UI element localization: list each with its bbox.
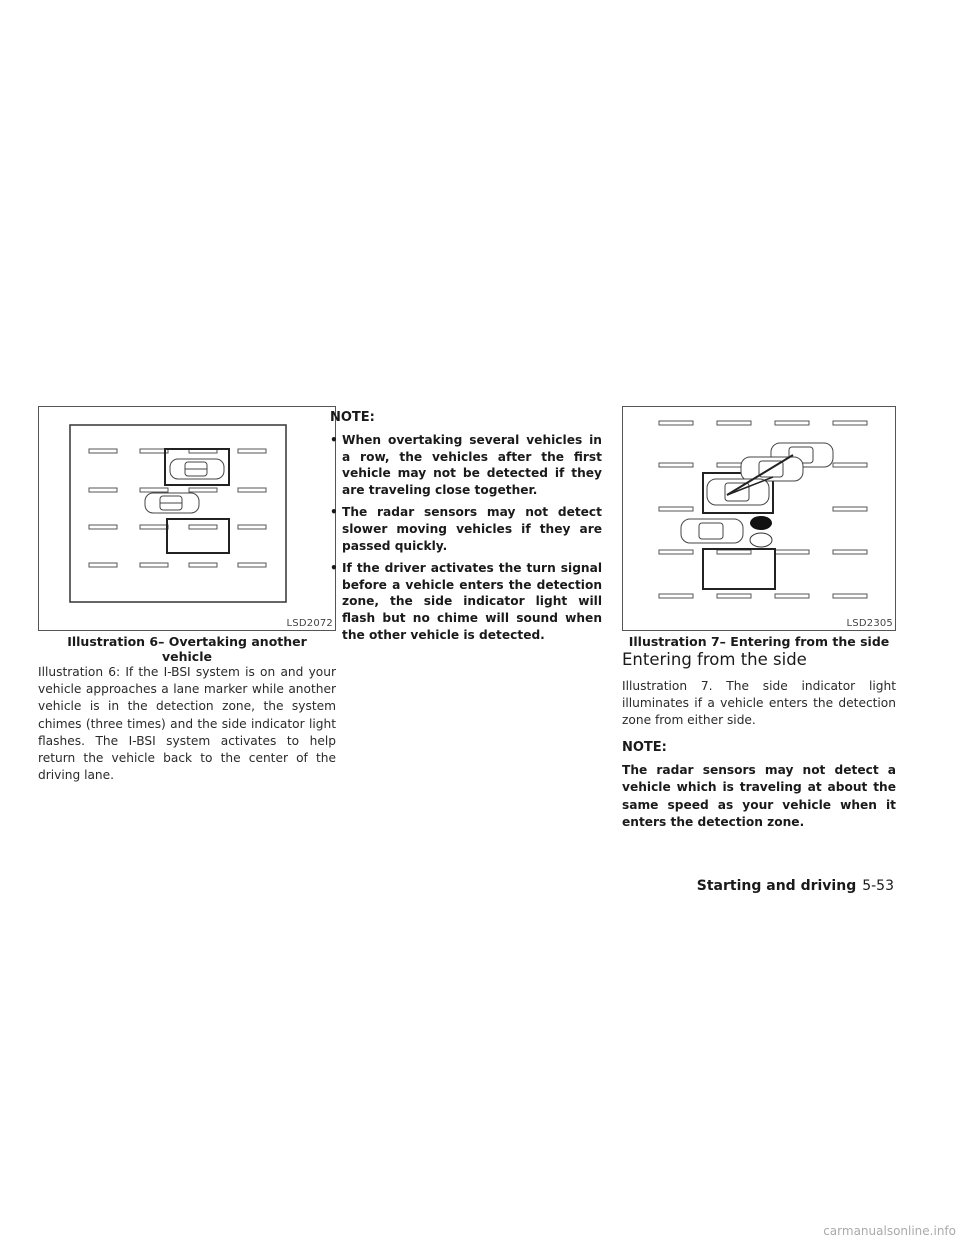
note-text: If the driver activates the turn signal before a vehicle enters the detection zone, the side indicator light will flash but no chime will sound when the other vehicle is detected. <box>342 561 602 642</box>
figure-code: LSD2305 <box>846 618 893 629</box>
caption-line: vehicle <box>162 649 212 664</box>
figure-code: LSD2072 <box>286 618 333 629</box>
note-heading: NOTE: <box>330 410 375 425</box>
note-text: When overtaking several vehicles in a row, the vehicles after the first vehicle may not be detected if they are traveling close together. <box>342 433 602 497</box>
body-paragraph: Illustration 6: If the I-BSI system is on and your vehicle approaches a lane marker while another vehicle is in the detection zone, the system chimes (three times) and the side indicator light flashes. The I-BSI system activates to help return the vehicle back to the center of the driving lane. <box>38 665 336 783</box>
chapter-title: Starting and driving <box>696 878 857 894</box>
caption-line: Illustration 6– Overtaking another <box>67 634 307 649</box>
figure-caption: Illustration 7– Entering from the side <box>628 634 890 649</box>
page-footer <box>697 878 894 894</box>
illustration-7-drawing <box>623 407 897 632</box>
figure-illustration-7 <box>622 406 896 631</box>
section-title: Entering from the side <box>622 650 807 669</box>
note-text: The radar sensors may not detect slower moving vehicles if they are passed quickly. <box>342 505 602 553</box>
note-item <box>330 432 602 498</box>
bullet: • <box>330 561 338 576</box>
note-list <box>330 432 602 649</box>
note-text: The radar sensors may not detect a vehicle which is traveling at about the same speed as your vehicle when it enters the detection zone. <box>622 763 896 830</box>
body-paragraph: Illustration 7. The side indicator light illuminates if a vehicle enters the detection zone from either side. <box>622 679 896 728</box>
note-item <box>330 560 602 643</box>
bullet: • <box>330 505 338 520</box>
watermark: carmanualsonline.info <box>823 1224 956 1238</box>
bullet: • <box>330 433 338 447</box>
illustration-6-drawing <box>39 407 337 632</box>
figure-illustration-6 <box>38 406 336 631</box>
note-item <box>330 504 602 554</box>
note-heading: NOTE: <box>622 740 667 755</box>
page-number: 5-53 <box>862 878 894 894</box>
figure-caption <box>38 634 336 664</box>
